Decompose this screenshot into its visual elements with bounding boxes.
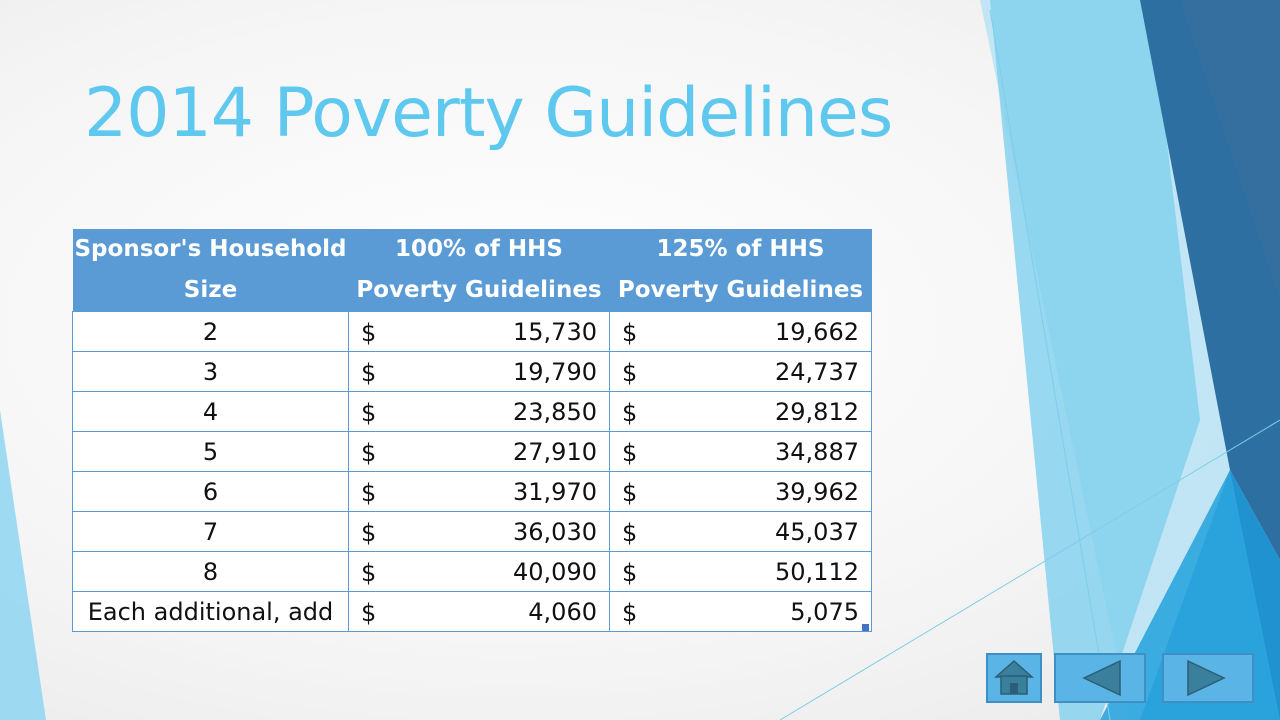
- currency-symbol: $: [622, 399, 638, 427]
- household-size-cell: 4: [73, 392, 349, 432]
- table-row: [73, 392, 872, 432]
- table-row: [73, 432, 872, 472]
- household-size-cell: Each additional, add: [73, 592, 349, 632]
- header-household-size-line2: Size: [183, 277, 238, 303]
- currency-symbol: $: [361, 319, 377, 347]
- pct125-amount: 45,037: [775, 517, 859, 546]
- pct100-amount: 27,910: [513, 437, 597, 466]
- pct125-cell: [610, 392, 872, 432]
- currency-symbol: $: [361, 399, 377, 427]
- currency-symbol: $: [622, 559, 638, 587]
- currency-symbol: $: [622, 599, 638, 627]
- home-icon: [988, 655, 1040, 701]
- pct125-amount: 24,737: [775, 357, 859, 386]
- slide-title: 2014 Poverty Guidelines: [84, 74, 893, 153]
- header-100-percent: [349, 229, 610, 312]
- pct100-amount: 36,030: [513, 517, 597, 546]
- header-household-size: [73, 229, 349, 312]
- currency-symbol: $: [361, 519, 377, 547]
- pct125-cell: [610, 312, 872, 352]
- pct100-cell: [349, 552, 610, 592]
- currency-symbol: $: [361, 599, 377, 627]
- header-household-size-line1: Sponsor's Household: [74, 236, 347, 262]
- pct125-amount: 29,812: [775, 397, 859, 426]
- header-100-percent-line1: 100% of HHS: [395, 236, 563, 262]
- triangle-left-icon: [1056, 655, 1144, 701]
- header-125-percent-line1: 125% of HHS: [656, 236, 825, 262]
- pct100-cell: [349, 432, 610, 472]
- currency-symbol: $: [622, 479, 638, 507]
- pct100-amount: 40,090: [513, 557, 597, 586]
- pct100-cell: [349, 352, 610, 392]
- home-button[interactable]: [986, 653, 1042, 703]
- pct100-cell: [349, 472, 610, 512]
- pct100-cell: [349, 312, 610, 352]
- table-row: [73, 352, 872, 392]
- household-size-cell: 8: [73, 552, 349, 592]
- table-row: [73, 512, 872, 552]
- household-size-cell: 6: [73, 472, 349, 512]
- pct125-amount: 5,075: [790, 597, 859, 626]
- pct100-amount: 31,970: [513, 477, 597, 506]
- pct125-amount: 34,887: [775, 437, 859, 466]
- currency-symbol: $: [361, 359, 377, 387]
- pct125-cell: [610, 512, 872, 552]
- triangle-right-icon: [1164, 655, 1252, 701]
- table-row: [73, 592, 872, 632]
- pct125-amount: 19,662: [775, 317, 859, 346]
- next-button[interactable]: [1162, 653, 1254, 703]
- header-125-percent-line2: Poverty Guidelines: [617, 277, 864, 303]
- pct125-cell: [610, 552, 872, 592]
- pct125-cell: [610, 432, 872, 472]
- currency-symbol: $: [622, 319, 638, 347]
- household-size-cell: 2: [73, 312, 349, 352]
- currency-symbol: $: [622, 519, 638, 547]
- poverty-guidelines-table: [72, 229, 872, 632]
- table-row: [73, 312, 872, 352]
- currency-symbol: $: [361, 439, 377, 467]
- currency-symbol: $: [622, 359, 638, 387]
- household-size-cell: 5: [73, 432, 349, 472]
- pct100-cell: [349, 512, 610, 552]
- header-125-percent: [610, 229, 872, 312]
- pct125-amount: 50,112: [775, 557, 859, 586]
- pct125-cell: [610, 352, 872, 392]
- pct100-amount: 23,850: [513, 397, 597, 426]
- table-row: [73, 552, 872, 592]
- pct100-amount: 15,730: [513, 317, 597, 346]
- pct125-amount: 39,962: [775, 477, 859, 506]
- previous-button[interactable]: [1054, 653, 1146, 703]
- pct100-cell: [349, 592, 610, 632]
- pct125-cell: [610, 592, 872, 632]
- header-100-percent-line2: Poverty Guidelines: [356, 277, 602, 303]
- pct100-amount: 19,790: [513, 357, 597, 386]
- household-size-cell: 3: [73, 352, 349, 392]
- pct125-cell: [610, 472, 872, 512]
- table-resize-handle[interactable]: [862, 624, 869, 631]
- currency-symbol: $: [361, 559, 377, 587]
- pct100-cell: [349, 392, 610, 432]
- household-size-cell: 7: [73, 512, 349, 552]
- table-row: [73, 472, 872, 512]
- currency-symbol: $: [622, 439, 638, 467]
- currency-symbol: $: [361, 479, 377, 507]
- pct100-amount: 4,060: [528, 597, 597, 626]
- table-header-row: [73, 229, 872, 312]
